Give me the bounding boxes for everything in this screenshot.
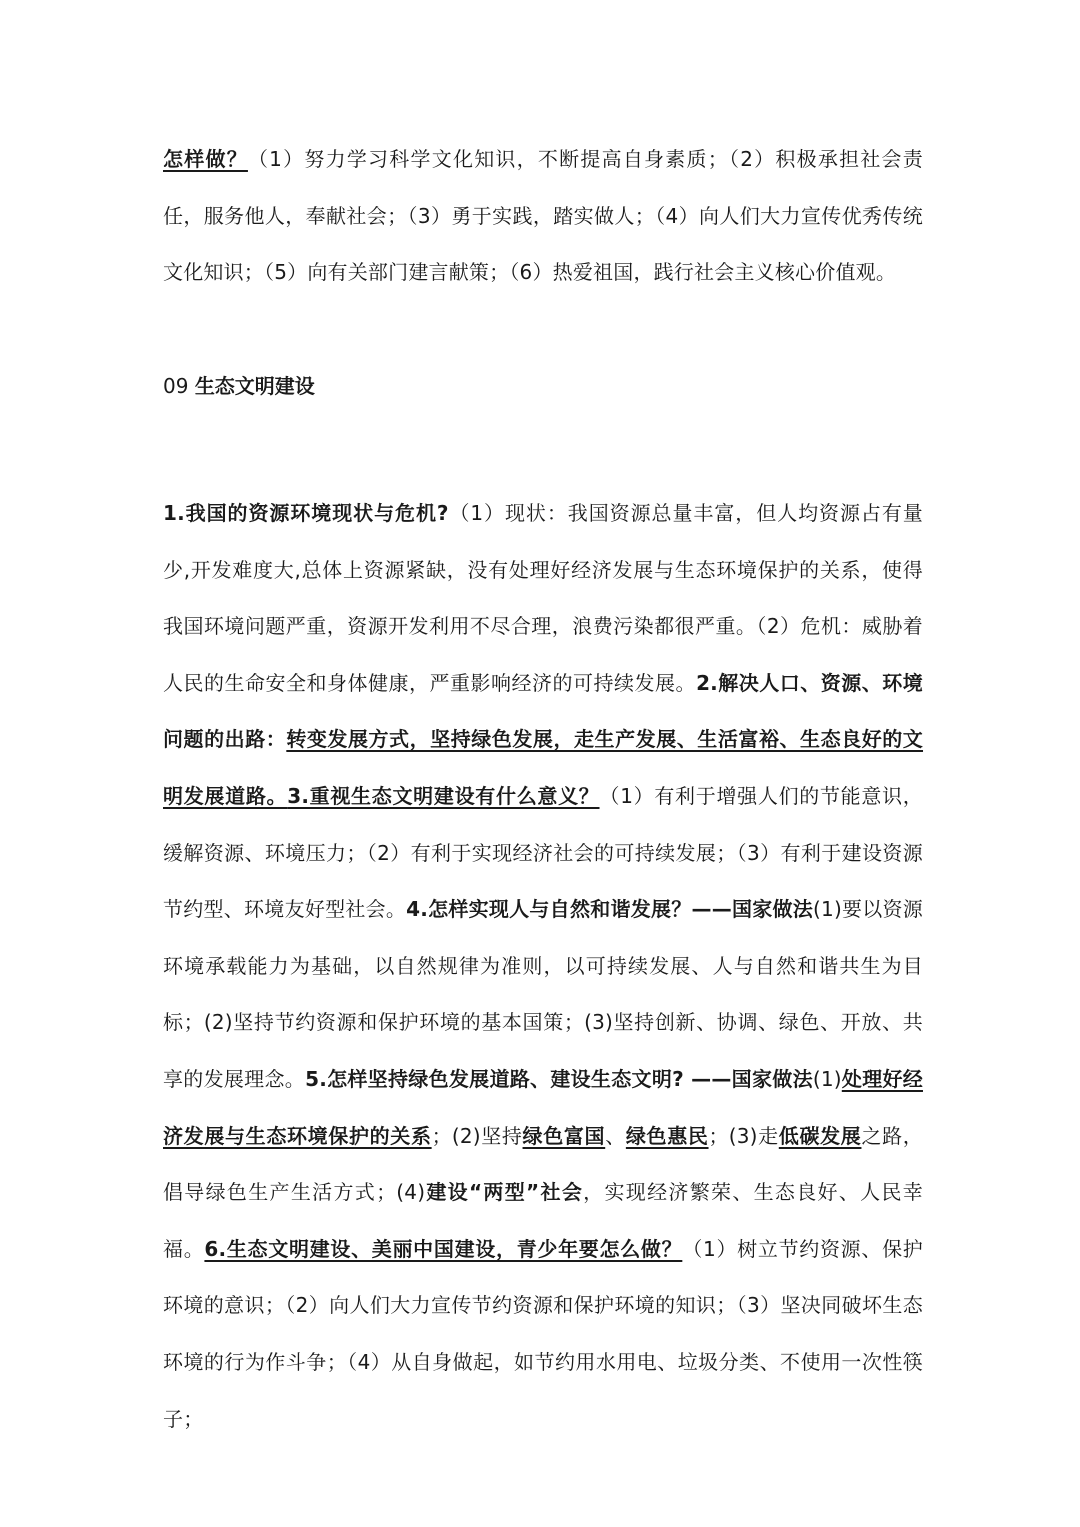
question-5-label: 5.怎样坚持绿色发展道路、建设生态文明? ——国家做法 (305, 1066, 813, 1091)
paragraph-body: （1）努力学习科学文化知识，不断提高自身素质；（2）积极承担社会责任，服务他人，奉献社会；（3）勇于实践，踏实做人；（4）向人们大力宣传优秀传统文化知识；（5）向有关部门建言献策；（6）热爱祖国，践行社会主义核心价值观。 (163, 147, 923, 285)
question-6-body: （1）树立节约资源、保护环境的意识；（2）向人们大力宣传节约资源和保护环境的知识；（3）坚决同破坏生态环境的行为作斗争；（4）从自身做起，如节约用水用电、垃圾分类、不使用一次性筷子； (163, 1236, 923, 1431)
question-5-underlined-4: 低碳发展 (778, 1123, 862, 1148)
question-5-text: ；(3)走 (708, 1123, 779, 1148)
section-heading (163, 358, 315, 414)
question-2-answer: 转变发展方式，坚持绿色发展，走生产发展、生活富裕、生态良好的文明发展道路。 (163, 727, 924, 808)
question-5-text: 之路，倡导绿色生产生活方式；(4) (163, 1123, 923, 1205)
question-4-label: 4.怎样实现人与自然和谐发展？——国家做法 (406, 897, 814, 922)
section-number: 09 (163, 374, 189, 398)
question-2-label: 2.解决人口、资源、环境问题的出路： (163, 670, 923, 752)
question-5-text: ；(2)坚持 (431, 1123, 523, 1148)
question-label: 怎样做？ (163, 147, 248, 171)
paragraph-how-to-act (163, 131, 923, 301)
paragraph-ecological-civilization (163, 485, 923, 1447)
section-title: 生态文明建设 (194, 374, 315, 398)
question-5-text: ，实现经济繁荣、生态良好、人民幸福。 (163, 1180, 924, 1261)
question-5-text: (1) (812, 1066, 842, 1091)
question-4-body: (1)要以资源环境承载能力为基础，以自然规律为准则，以可持续发展、人与自然和谐共生为目标；(2)坚持节约资源和保护环境的基本国策；(3)坚持创新、协调、绿色、开放、共享的发展理念。 (163, 897, 924, 1091)
question-5-underlined-3: 绿色惠民 (625, 1123, 709, 1148)
question-5-underlined-1: 处理好经济发展与生态环境保护的关系 (163, 1066, 923, 1148)
question-1-body: （1）现状：我国资源总量丰富，但人均资源占有量少,开发难度大,总体上资源紧缺，没有处理好经济发展与生态环境保护的关系，使得我国环境问题严重，资源开发利用不尽合理，浪费污染都很严重。（2）危机：威胁着人民的生命安全和身体健康，严重影响经济的可持续发展。 (163, 501, 923, 695)
question-5-bold: 建设“两型”社会 (425, 1180, 584, 1205)
question-5-underlined-2: 绿色富国 (522, 1123, 606, 1148)
question-3-body: （1）有利于增强人们的节能意识，缓解资源、环境压力；（2）有利于实现经济社会的可持续发展；（3）有利于建设资源节约型、环境友好型社会。 (163, 783, 923, 922)
question-1-label: 1.我国的资源环境现状与危机? (163, 501, 449, 525)
question-5-text: 、 (605, 1123, 626, 1148)
question-6-label: 6.生态文明建设、美丽中国建设，青少年要怎么做？ (204, 1236, 683, 1261)
question-3-label: 3.重视生态文明建设有什么意义？ (287, 783, 600, 808)
